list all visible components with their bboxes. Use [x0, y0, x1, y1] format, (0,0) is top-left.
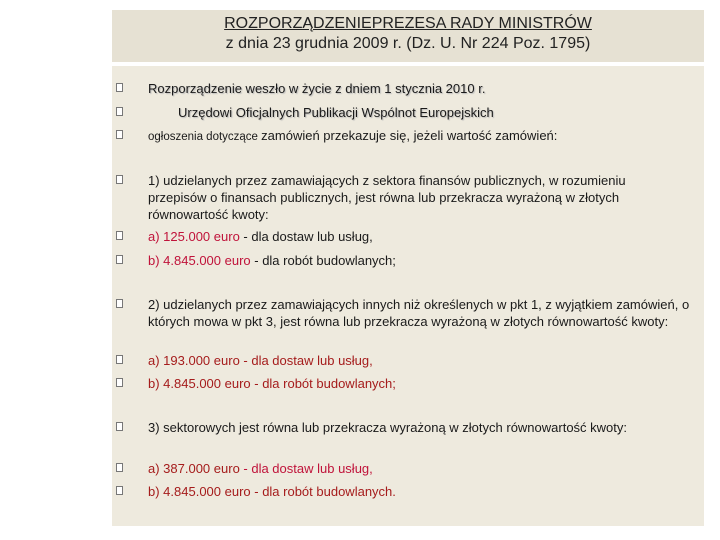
list-item-text: 3) sektorowych jest równa lub przekracza wyrażoną w złotych równowartość kwoty:	[148, 420, 628, 435]
checkbox-bullet-icon	[116, 130, 123, 139]
list-item-text	[148, 460, 708, 477]
list-item-text-main: zamówień przekazuje się, jeżeli wartość zamówień:	[261, 128, 558, 143]
amount-text: a) 125.000 euro	[148, 229, 240, 244]
checkbox-bullet-icon	[116, 355, 123, 364]
amount-description: - dla dostaw lub usług,	[239, 229, 373, 244]
page-subtitle: z dnia 23 grudnia 2009 r. (Dz. U. Nr 224 Poz. 1795)	[225, 35, 591, 52]
checkbox-bullet-icon	[116, 83, 123, 92]
list-item-text: Urzędowi Oficjalnych Publikacji Wspólnot Europejskich	[178, 105, 494, 120]
amount-text: a) 387.000 euro	[148, 461, 240, 476]
amount-description: - dla robót budowlanych;	[250, 253, 396, 268]
checkbox-bullet-icon	[116, 107, 123, 116]
checkbox-bullet-icon	[116, 299, 123, 308]
list-item-text: 2) udzielanych przez zamawiających innych niż określenych w pkt 1, z wyjątkiem zamówień, o których mowa w pkt 3, jest równa lub przekracza wyrażoną w złotych równowartość kwoty:	[148, 297, 690, 329]
checkbox-bullet-icon	[116, 231, 123, 240]
checkbox-bullet-icon	[116, 463, 123, 472]
list-item-text	[148, 252, 708, 269]
checkbox-bullet-icon	[116, 175, 123, 184]
checkbox-bullet-icon	[116, 486, 123, 495]
list-item-text: b) 4.845.000 euro - dla robót budowlanych.	[148, 484, 396, 499]
amount-text: b) 4.845.000 euro	[148, 253, 251, 268]
amount-description: - dla dostaw lub usług,	[239, 461, 373, 476]
list-item-text	[148, 228, 708, 245]
list-item-text: Rozporządzenie weszło w życie z dniem 1 stycznia 2010 r.	[148, 81, 486, 96]
title-box	[112, 10, 704, 62]
checkbox-bullet-icon	[116, 378, 123, 387]
list-item-text: a) 193.000 euro - dla dostaw lub usług,	[148, 353, 373, 368]
checkbox-bullet-icon	[116, 422, 123, 431]
list-item-text: b) 4.845.000 euro - dla robót budowlanych;	[148, 376, 396, 391]
page-title: ROZPORZĄDZENIEPREZESA RADY MINISTRÓW	[224, 15, 592, 32]
list-item-prefix: ogłoszenia dotyczące	[148, 131, 262, 143]
checkbox-bullet-icon	[116, 255, 123, 264]
list-item-text	[148, 127, 708, 146]
list-item-text: 1) udzielanych przez zamawiających z sektora finansów publicznych, w rozumieniu przepisów o finansach publicznych, jest równa lub przekracza wyrażoną w złotych równowartość kwoty:	[148, 173, 626, 222]
